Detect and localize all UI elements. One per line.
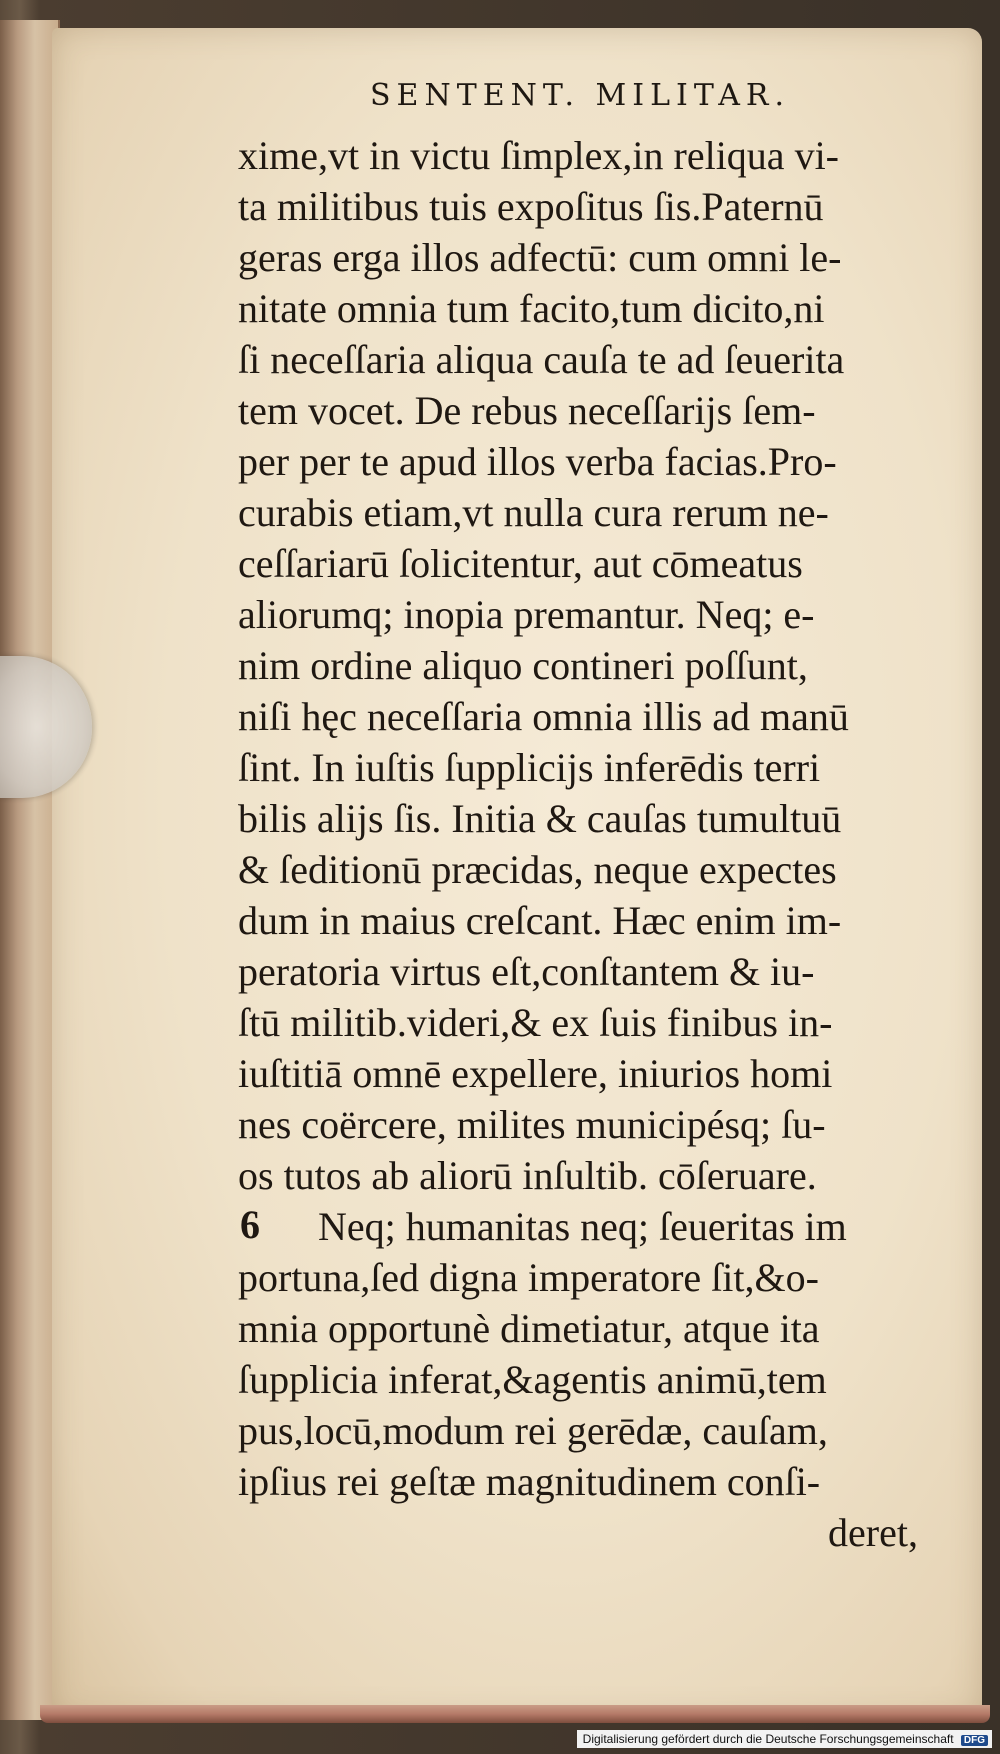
text-line: peratoria virtus eſt,conſtantem & iu-: [238, 949, 815, 994]
section-text: Neq; humanitas neq; ſeueritas im: [318, 1204, 847, 1249]
section-number: 6: [240, 1202, 260, 1247]
text-line: os tutos ab aliorū inſultib. cōſeruare.: [238, 1153, 817, 1198]
text-line: iuſtitiā omnē expellere, iniurios homi: [238, 1051, 833, 1096]
text-line: niſi hęc neceſſaria omnia illis ad manū: [238, 694, 849, 739]
text-line: xime,vt in victu ſimplex,in reliqua vi-: [238, 133, 839, 178]
section-first-line: [238, 1201, 958, 1252]
text-line: bilis alijs ſis. Initia & cauſas tumultuū: [238, 796, 842, 841]
text-line: aliorumq; inopia premantur. Neq; e-: [238, 592, 815, 637]
text-line: portuna,ſed digna imperatore ſit,&o-: [238, 1255, 819, 1300]
text-line: nes coërcere, milites municipésq; ſu-: [238, 1102, 826, 1147]
text-line: ſupplicia inferat,&agentis animū,tem: [238, 1357, 827, 1402]
running-header: SENTENT. MILITAR.: [370, 78, 791, 113]
main-text: [238, 130, 958, 1558]
text-line: nim ordine aliquo contineri poſſunt,: [238, 643, 808, 688]
book-spine-edge: [0, 20, 60, 1720]
text-line: ta militibus tuis expoſitus ſis.Paternū: [238, 184, 824, 229]
footer-credit-text: Digitalisierung gefördert durch die Deutsche Forschungsgemeinschaft: [582, 1732, 954, 1746]
text-line: tem vocet. De rebus neceſſarijs ſem-: [238, 388, 816, 433]
text-line: & ſeditionū præcidas, neque expectes: [238, 847, 837, 892]
catchword: deret,: [828, 1510, 918, 1555]
text-line: pus,locū,modum rei gerēdæ, cauſam,: [238, 1408, 828, 1453]
text-line: per per te apud illos verba facias.Pro-: [238, 439, 837, 484]
text-line: ſint. In iuſtis ſupplicijs inferēdis terri: [238, 745, 821, 790]
text-line: ceſſariarū ſolicitentur, aut cōmeatus: [238, 541, 803, 586]
footer-credit: [577, 1730, 992, 1748]
text-line: geras erga illos adfectū: cum omni le-: [238, 235, 842, 280]
text-line: ſtū militib.videri,& ex ſuis finibus in-: [238, 1000, 833, 1045]
text-line: dum in maius creſcant. Hæc enim im-: [238, 898, 842, 943]
dfg-logo: DFG: [961, 1735, 988, 1746]
text-line: ſi neceſſaria aliqua cauſa te ad ſeuerita: [238, 337, 845, 382]
text-line: curabis etiam,vt nulla cura rerum ne-: [238, 490, 829, 535]
text-line: ipſius rei geſtæ magnitudinem conſi-: [238, 1459, 821, 1504]
page-bottom-edge: [40, 1705, 990, 1723]
text-line: nitate omnia tum facito,tum dicito,ni: [238, 286, 825, 331]
text-line: mnia opportunè dimetiatur, atque ita: [238, 1306, 820, 1351]
